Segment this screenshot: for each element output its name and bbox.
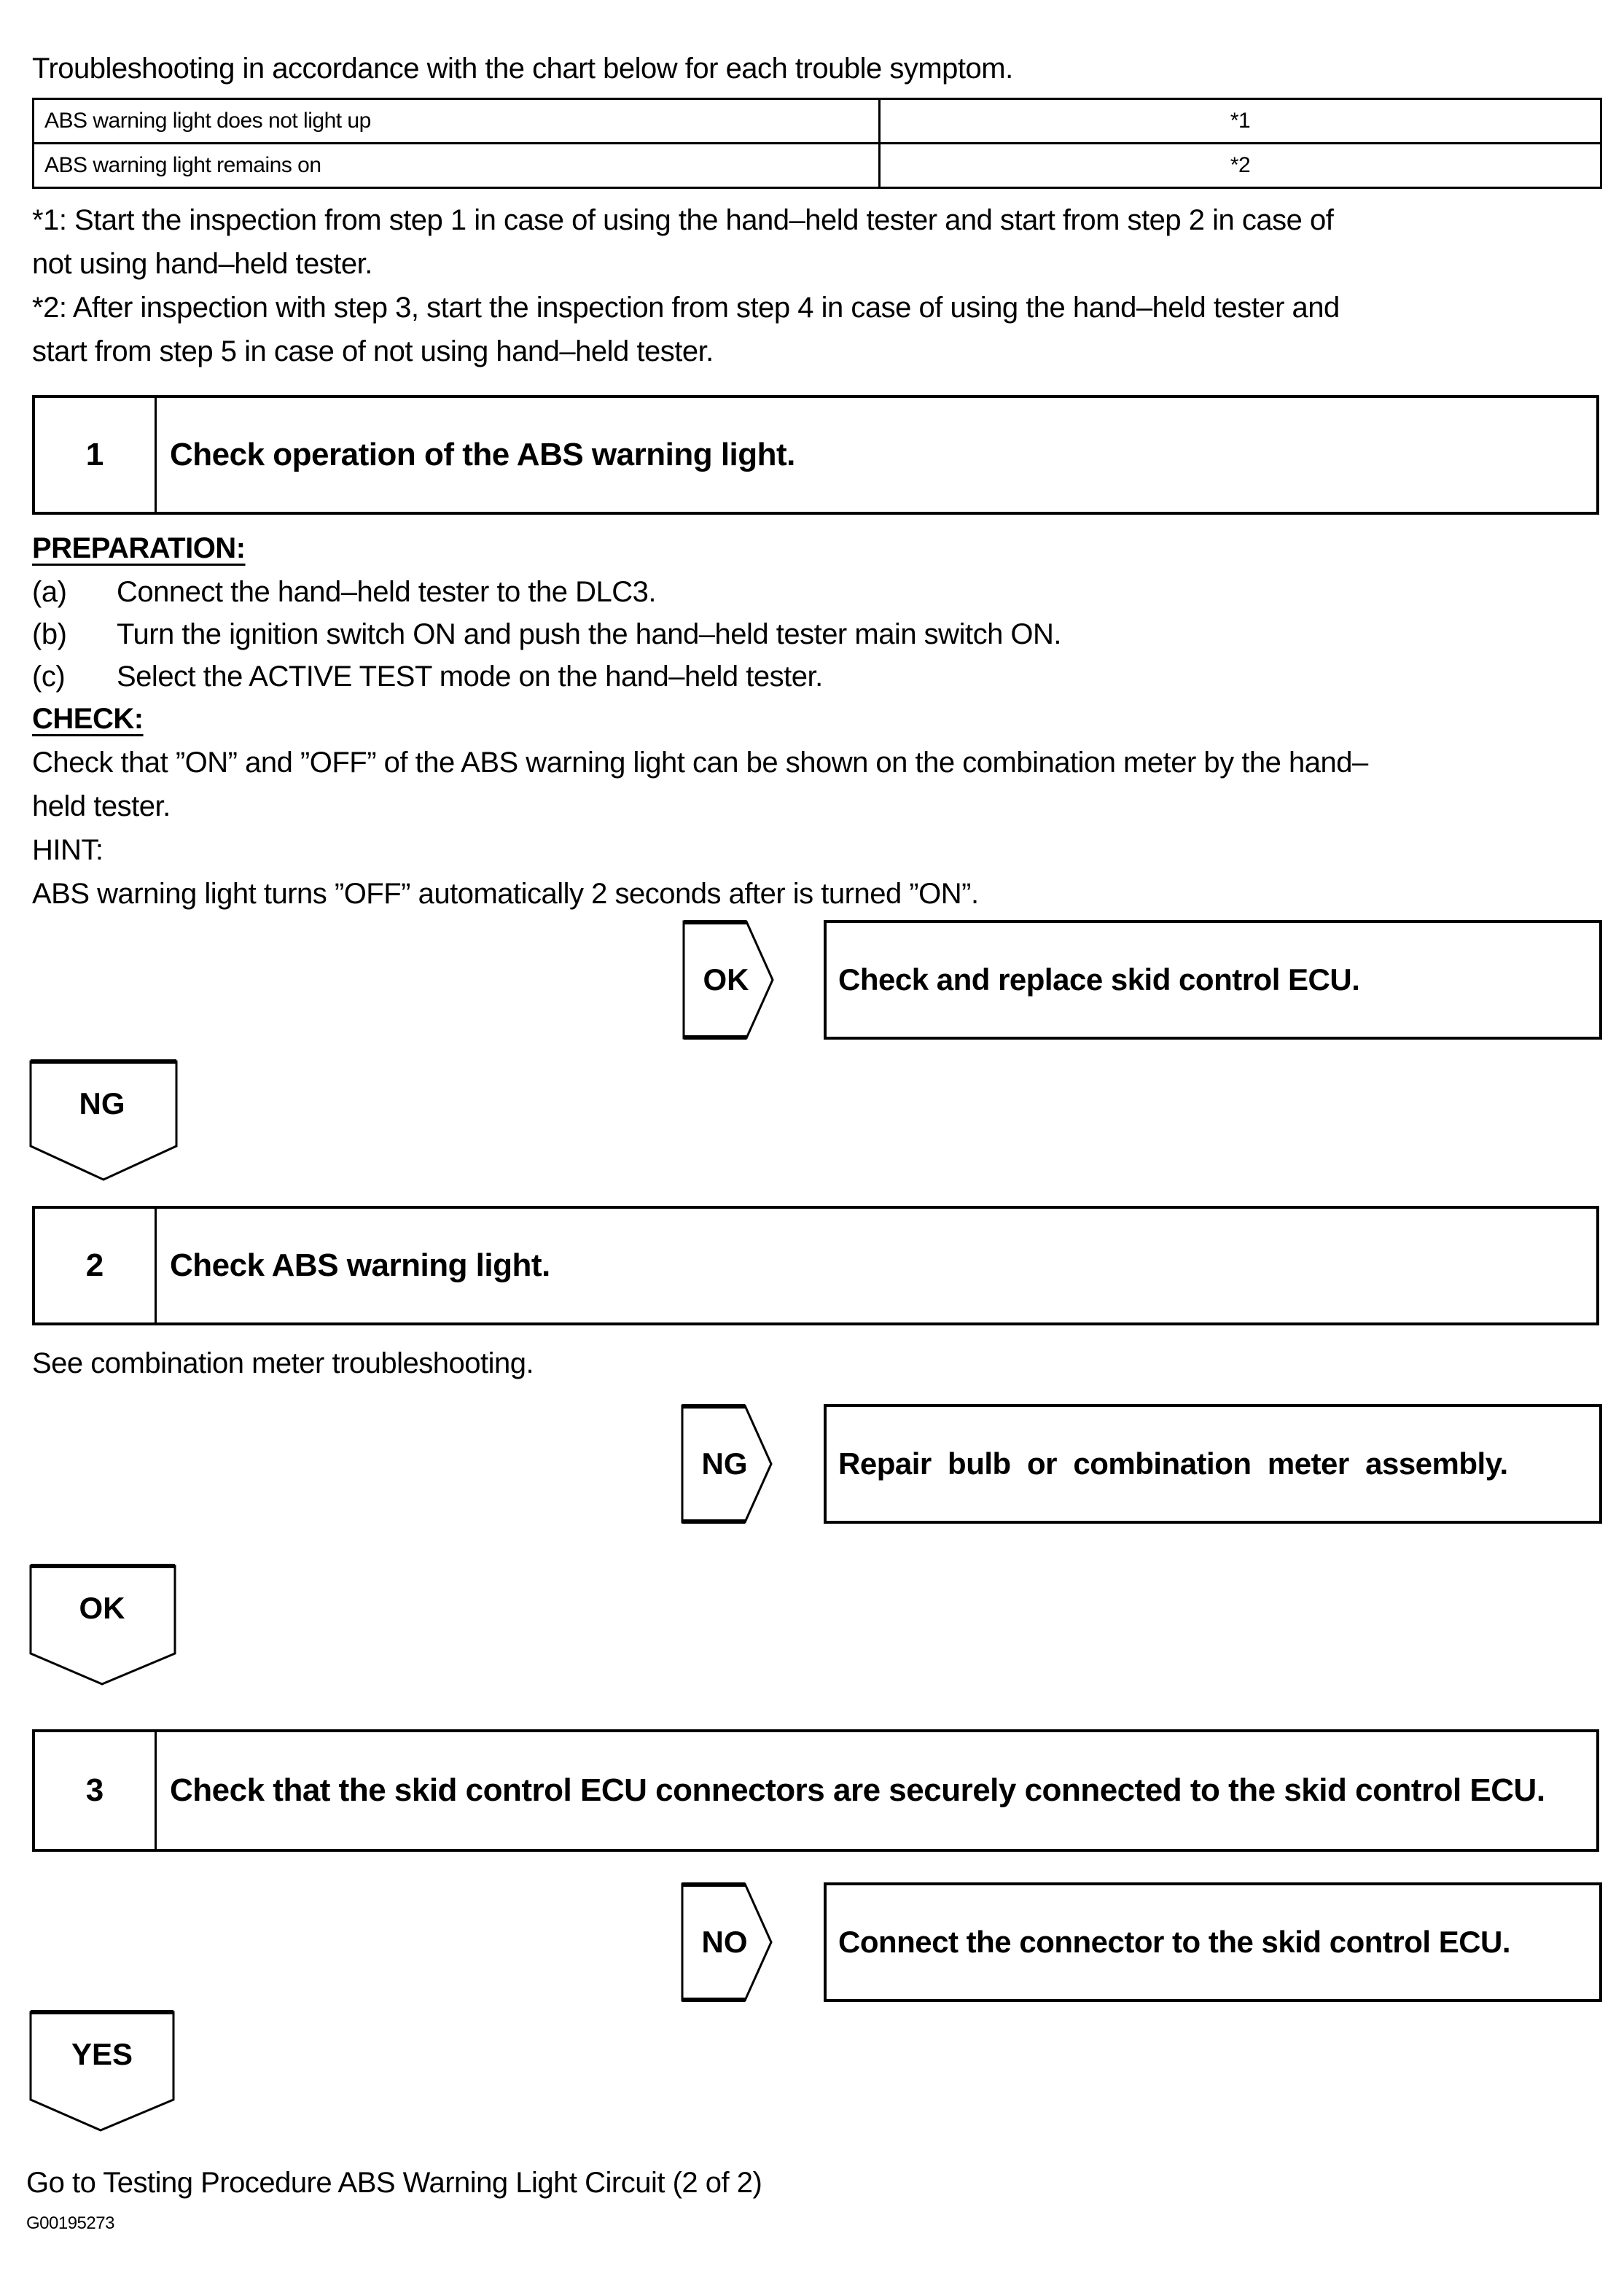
step-title: Check ABS warning light. <box>170 1247 550 1283</box>
continue-label-text: NG <box>79 1086 125 1121</box>
step-title: Check operation of the ABS warning light. <box>170 437 795 472</box>
note-1-line-1: *1: Start the inspection from step 1 in case of using the hand–held tester and start from step 2 in case of <box>32 204 1334 236</box>
table-row <box>34 144 1601 188</box>
step-3-no-result: Connect the connector to the skid control ECU. <box>824 1882 1602 2002</box>
step-number: 1 <box>35 398 157 512</box>
step-2-header <box>32 1206 1599 1325</box>
figure-id: G00195273 <box>26 2213 114 2233</box>
prep-marker-a: (a) <box>32 576 67 608</box>
next-procedure-text: Go to Testing Procedure ABS Warning Light Circuit (2 of 2) <box>26 2167 762 2199</box>
check-text-line-2: held tester. <box>32 790 171 822</box>
symptom-cell: ABS warning light remains on <box>34 144 880 188</box>
prep-item-a: Connect the hand–held tester to the DLC3. <box>117 576 657 608</box>
step-2-note: See combination meter troubleshooting. <box>32 1347 534 1379</box>
branch-label-text: OK <box>703 962 749 997</box>
step-title: Check that the skid control ECU connectors are securely connected to the skid control ECU. <box>170 1772 1545 1808</box>
prep-item-c: Select the ACTIVE TEST mode on the hand–held tester. <box>117 661 823 693</box>
step-number: 2 <box>35 1209 157 1322</box>
note-2-line-2: start from step 5 in case of not using hand–held tester. <box>32 335 714 367</box>
step-1-ok-branch-label <box>682 920 821 1040</box>
hint-text: ABS warning light turns ”OFF” automatically 2 seconds after is turned ”ON”. <box>32 878 979 910</box>
check-label: CHECK: <box>32 703 144 735</box>
step-1-ng-continue-label <box>29 1059 182 1183</box>
reference-cell: *2 <box>880 144 1601 188</box>
step-3-header <box>32 1729 1599 1852</box>
continue-label-text: OK <box>79 1591 125 1625</box>
check-text-line-1: Check that ”ON” and ”OFF” of the ABS warning light can be shown on the combination meter by the hand– <box>32 747 1368 779</box>
step-1-header <box>32 395 1599 515</box>
symptom-table <box>32 98 1602 189</box>
note-2-line-1: *2: After inspection with step 3, start the inspection from step 4 in case of using the hand–held tester and <box>32 292 1340 324</box>
step-3-yes-continue-label <box>29 2009 182 2133</box>
branch-label-text: NG <box>701 1446 748 1481</box>
prep-item-b: Turn the ignition switch ON and push the hand–held tester main switch ON. <box>117 618 1062 650</box>
hint-label: HINT: <box>32 834 104 866</box>
step-3-no-branch-label <box>681 1882 819 2002</box>
step-2-ng-branch-label <box>681 1404 819 1524</box>
step-number: 3 <box>35 1732 157 1849</box>
note-1-line-2: not using hand–held tester. <box>32 248 372 280</box>
reference-cell: *1 <box>880 99 1601 144</box>
step-1-ok-result: Check and replace skid control ECU. <box>824 920 1602 1040</box>
symptom-cell: ABS warning light does not light up <box>34 99 880 144</box>
step-2-ng-result: Repair bulb or combination meter assembly. <box>824 1404 1602 1524</box>
branch-label-text: NO <box>701 1925 748 1959</box>
table-row <box>34 99 1601 144</box>
intro-text: Troubleshooting in accordance with the chart below for each trouble symptom. <box>32 52 1013 85</box>
step-2-ok-continue-label <box>29 1563 182 1687</box>
continue-label-text: YES <box>71 2037 133 2071</box>
prep-marker-c: (c) <box>32 661 66 693</box>
prep-marker-b: (b) <box>32 618 67 650</box>
preparation-label: PREPARATION: <box>32 532 246 564</box>
